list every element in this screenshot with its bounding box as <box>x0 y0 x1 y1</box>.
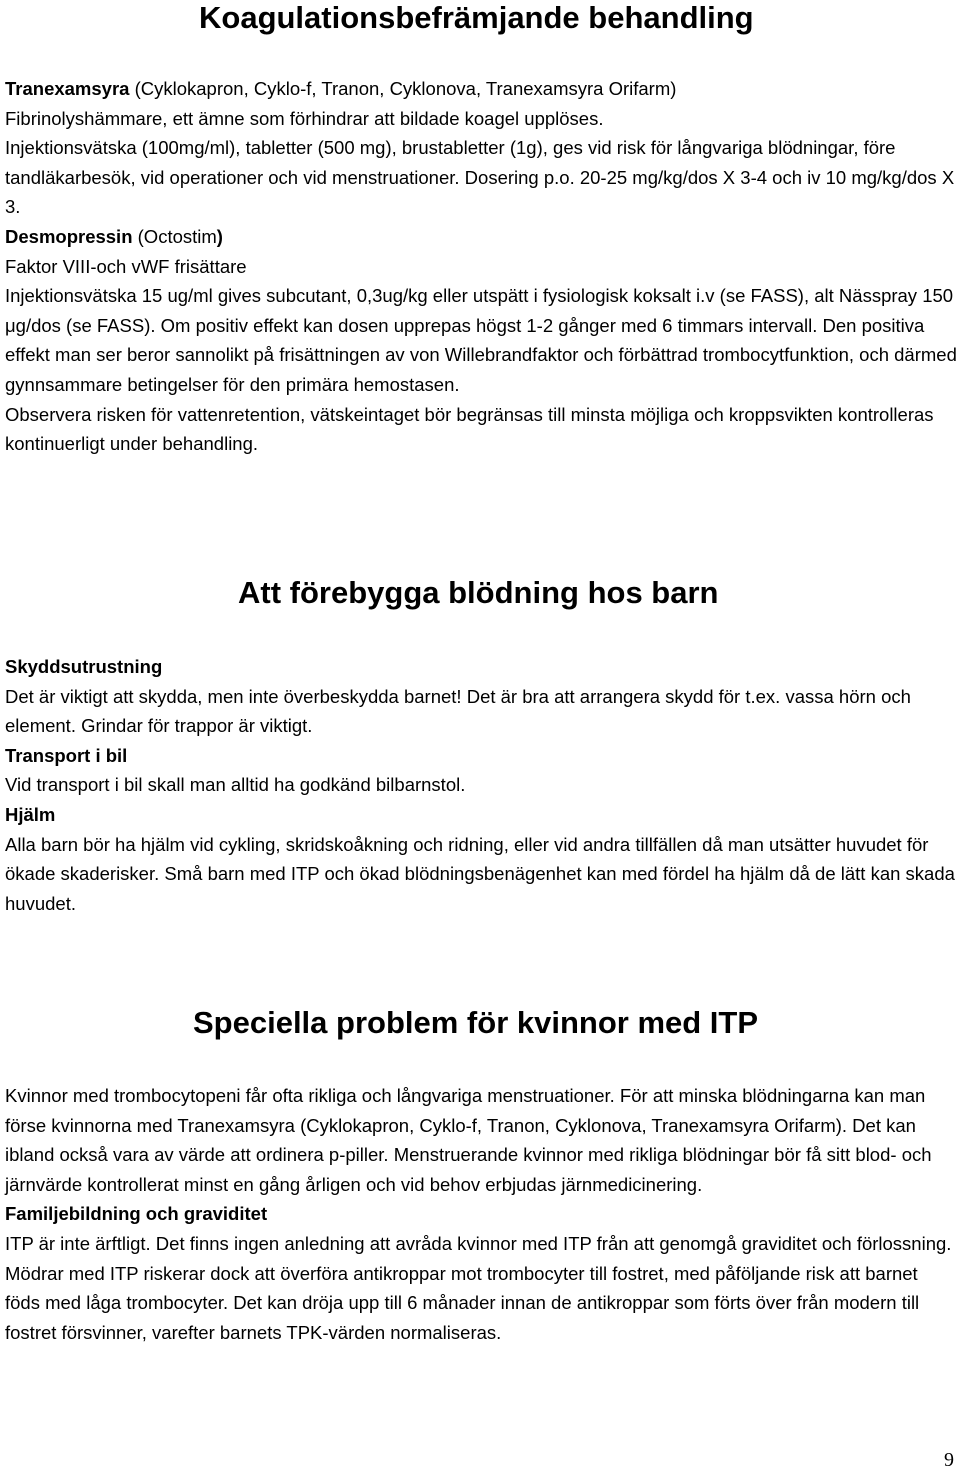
paragraph-kvinnor-intro: Kvinnor med trombocytopeni får ofta rikliga och långvariga menstruationer. För att minska blödningarna kan man förse kvinnorna med Tranexamsyra (Cyklokapron, Cyklo-f, Tranon, Cyklonova, Tranexamsyra Orifarm). Det kan ibland också vara av värde att ordinera p-piller. Menstruerande kvinnor med rikliga blödningar bör få sitt blod- och järnvärde kontrollerat minst en gång årligen och vid behov erbjudas järnmedicinering. <box>5 1085 932 1195</box>
paragraph-injektion-tranexam: Injektionsvätska (100mg/ml), tabletter (500 mg), brustabletter (1g), ges vid risk för långvariga blödningar, före tandläkarbesök, vid operationer och vid menstruationer. Dosering p.o. 20-25 mg/kg/dos X 3-4 och iv 10 mg/kg/dos X 3. <box>5 137 955 218</box>
paragraph-hjalm: Alla barn bör ha hjälm vid cykling, skridskoåkning och ridning, eller vid andra tillfällen då man utsätter huvudet för ökade skaderisker. Små barn med ITP och ökad blödningsbenägenhet kan med fördel ha hjälm då de lätt kan skada huvudet. <box>5 833 955 914</box>
paragraph-transport: Vid transport i bil skall man alltid ha godkänd bilbarnstol. <box>5 774 466 796</box>
section-title-forebygga: Att förebygga blödning hos barn <box>238 575 719 610</box>
section-title-kvinnor: Speciella problem för kvinnor med ITP <box>193 1005 759 1040</box>
paragraph-tranexamsyra <box>5 74 957 104</box>
paragraph-faktor: Faktor VIII-och vWF frisättare <box>5 255 247 277</box>
page-number: 9 <box>944 1449 954 1471</box>
paragraph-fibrinolys: Fibrinolyshämmare, ett ämne som förhindrar att bildade koagel upplöses. <box>5 107 604 129</box>
section-body-koagulation <box>5 74 957 459</box>
drug-name-tranexamsyra: Tranexamsyra <box>5 78 130 99</box>
paragraph-familj: ITP är inte ärftligt. Det finns ingen anledning att avråda kvinnor med ITP från att genomgå graviditet och förlossning. Mödrar med ITP riskerar dock att överföra antikroppar mot trombocyter till fostret, med påföljande risk att barnet föds med låga trombocyter. Det kan dröja upp till 6 månader innan de antikroppar som förts över från modern till fostret försvinner, varefter barnets TPK-värden normaliseras. <box>5 1232 952 1343</box>
paragraph-desmopressin <box>5 222 957 252</box>
drug-brand-desmopressin: (Octostim <box>132 225 217 247</box>
section-body-kvinnor <box>5 1081 957 1347</box>
paragraph-observera: Observera risken för vattenretention, vätskeintaget bör begränsas till minsta möjliga och kroppsvikten kontrolleras kontinuerligt under behandling. <box>5 403 934 455</box>
subheading-transport: Transport i bil <box>5 744 128 766</box>
subheading-familj: Familjebildning och graviditet <box>5 1203 268 1225</box>
paragraph-injektion-desmo: Injektionsvätska 15 ug/ml gives subcutant, 0,3ug/kg eller utspätt i fysiologisk koksalt i.v (se FASS), alt Nässpray 150 μg/dos (se FASS). Om positiv effekt kan dosen upprepas högst 1-2 gånger med 6 timmars intervall. Den positiva effekt man ser beror sannolikt på frisättningen av von Willebrandfaktor och förbättrad trombocytfunktion, och därmed gynnsammare betingelser för den primära hemostasen. <box>5 285 957 395</box>
section-body-forebygga <box>5 652 957 918</box>
drug-brand-close: ) <box>216 225 223 247</box>
drug-brands-tranexamsyra: (Cyklokapron, Cyklo-f, Tranon, Cyklonova, Tranexamsyra Orifarm) <box>129 78 677 99</box>
subheading-hjalm: Hjälm <box>5 803 56 825</box>
drug-name-desmopressin: Desmopressin <box>5 225 133 247</box>
paragraph-skydd: Det är viktigt att skydda, men inte överbeskydda barnet! Det är bra att arrangera skydd för t.ex. vassa hörn och element. Grindar för trappor är viktigt. <box>5 685 911 737</box>
section-title-koagulation: Koagulationsbefrämjande behandling <box>199 0 754 35</box>
subheading-skydd: Skyddsutrustning <box>5 656 163 677</box>
